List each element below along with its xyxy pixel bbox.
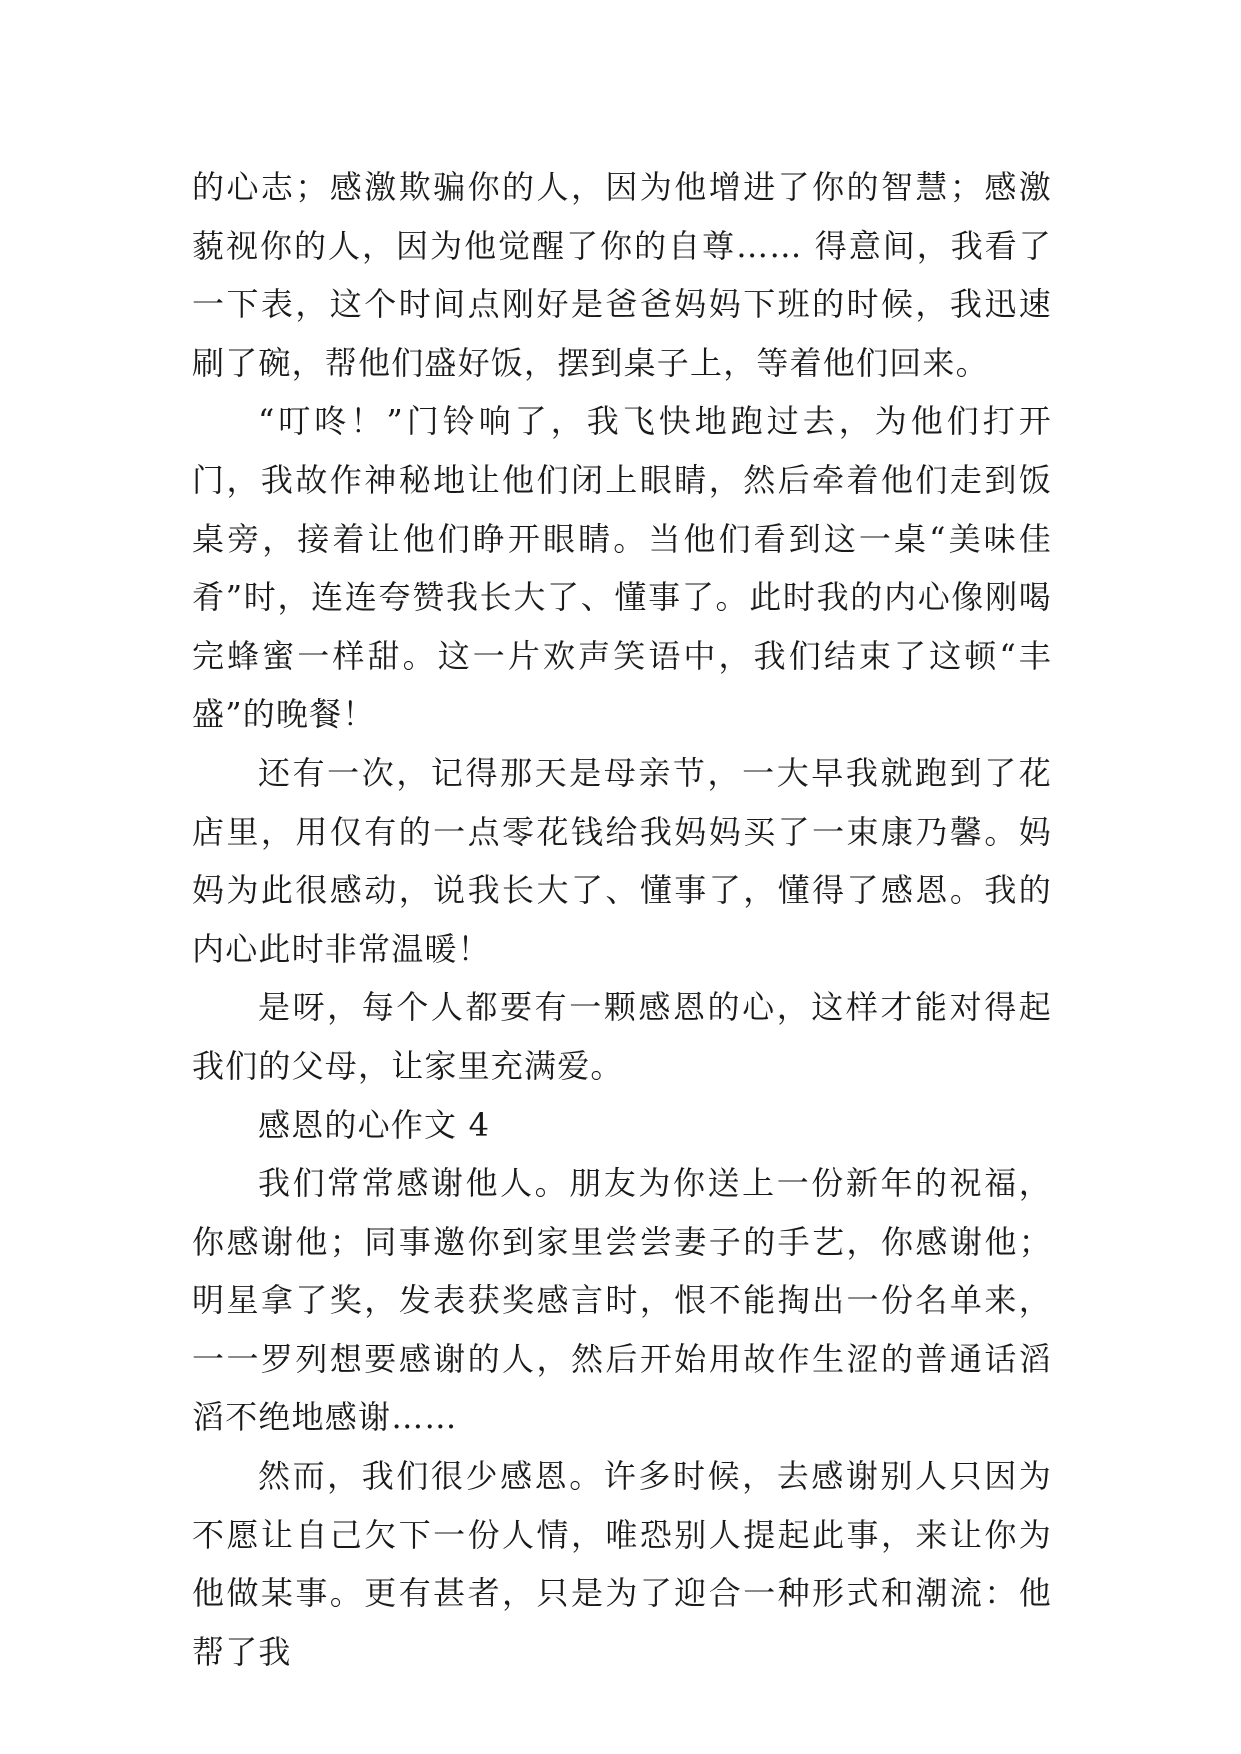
paragraph-rarely-grateful: 然而，我们很少感恩。许多时候，去感谢别人只因为不愿让自己欠下一份人情，唯恐别人提起此事，来让你为他做某事。更有甚者，只是为了迎合一种形式和潮流：他帮了我	[192, 1457, 1052, 1671]
section-heading: 感恩的心作文 4	[258, 1105, 491, 1144]
paragraph-mothers-day: 还有一次，记得那天是母亲节，一大早我就跑到了花店里，用仅有的一点零花钱给我妈妈买了一束康乃馨。妈妈为此很感动，说我长大了、懂事了，懂得了感恩。我的内心此时非常温暖！	[192, 753, 1052, 968]
paragraph-continuation: 的心志；感激欺骗你的人，因为他增进了你的智慧；感激藐视你的人，因为他觉醒了你的自尊…… 得意间，我看了一下表，这个时间点刚好是爸爸妈妈下班的时候，我迅速刷了碗，帮他们盛好饭，摆到桌子上，等着他们回来。	[192, 168, 1052, 382]
paragraph-thanking-others: 我们常常感谢他人。朋友为你送上一份新年的祝福，你感谢他；同事邀你到家里尝尝妻子的手艺，你感谢他；明星拿了奖，发表获奖感言时，恨不能掏出一份名单来，一一罗列想要感谢的人，然后开始用故作生涩的普通话滔滔不绝地感谢……	[192, 1164, 1052, 1437]
paragraph-conclusion: 是呀，每个人都要有一颗感恩的心，这样才能对得起我们的父母，让家里充满爱。	[192, 988, 1052, 1085]
document-body	[192, 158, 1052, 1681]
paragraph-doorbell: “叮咚！”门铃响了，我飞快地跑过去，为他们打开门，我故作神秘地让他们闭上眼睛，然后牵着他们走到饭桌旁，接着让他们睁开眼睛。当他们看到这一桌“美味佳肴”时，连连夸赞我长大了、懂事了。此时我的内心像刚喝完蜂蜜一样甜。这一片欢声笑语中，我们结束了这顿“丰盛”的晚餐！	[192, 402, 1052, 734]
